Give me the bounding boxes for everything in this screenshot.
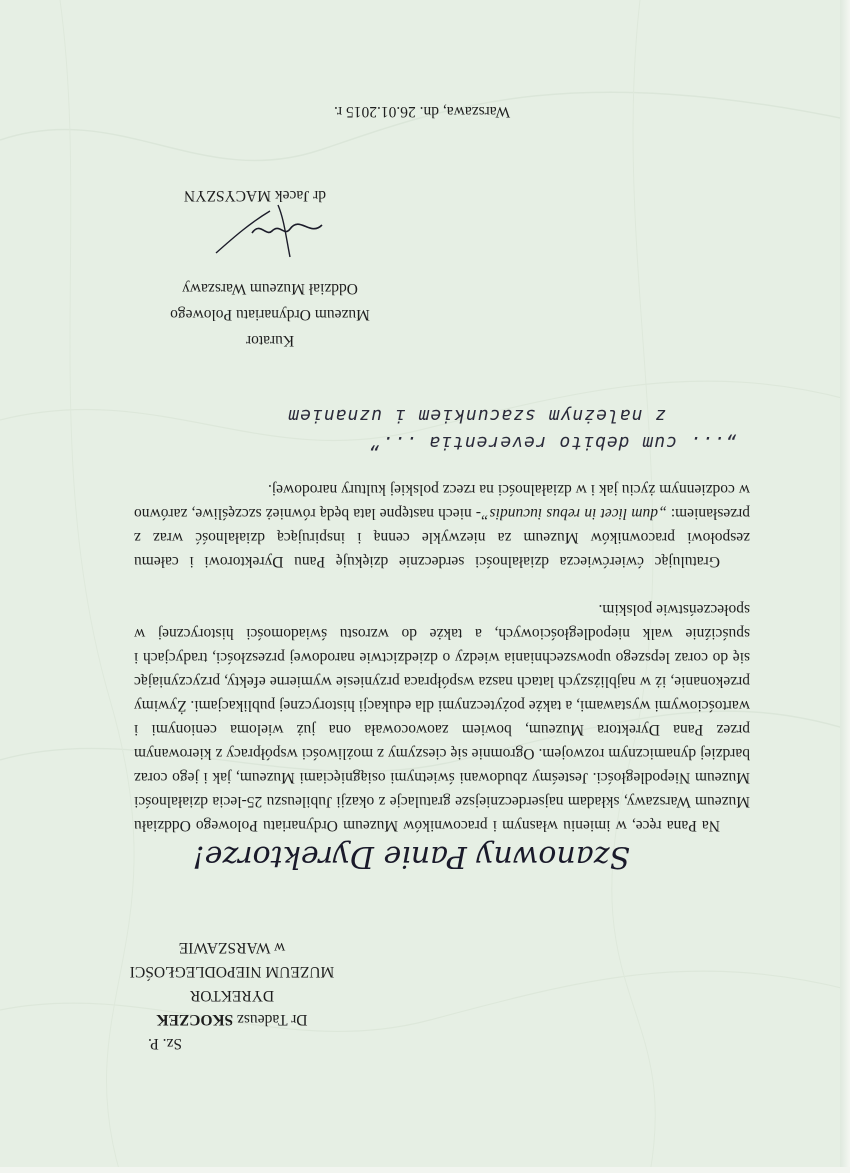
letter-body xyxy=(134,477,750,837)
sender-org-line-2: Oddział Muzeum Warszawy xyxy=(182,280,358,297)
addressee-city: w WARSZAWIE xyxy=(178,939,286,956)
signature-image xyxy=(210,197,330,267)
handwritten-salutation xyxy=(120,837,640,877)
addressee-block xyxy=(102,935,362,1055)
handwritten-note-line-2: z należnym szacunkiem i uznaniem xyxy=(287,405,666,426)
body-paragraph-2-end: - niech następne lata będą również szczęśliwe, zarówno w codziennym życiu jak i w działalności na rzecz polskiej kultury narodowej. xyxy=(133,481,750,522)
addressee-name xyxy=(102,1007,362,1031)
date-line: Warszawa, dn. 26.01.2015 r. xyxy=(333,103,511,120)
body-paragraph-1: Na Pana ręce, w imieniu własnym i pracowników Muzeum Ordynariatu Polowego Oddziału Muzeum Warszawy, składam najserdeczniejsze gratulacje z okazji Jubileuszu 25-lecia działalności Muzeum Niepodległości. Jesteśmy zbudowani świetnymi osiągnięciami Muzeum, jak i jego coraz bardziej dynamicznym rozwojem. Ogromnie się cieszymy z możliwości współpracy z kierowanym przez Pana Dyrektora Muzeum, bowiem zaowocowała ona już wieloma cenionymi i wartościowymi wystawami, a także pożytecznymi dla edukacji historycznej publikacjami. Żywimy przekonanie, iż w najbliższych latach nasza współpraca przyniesie wymierne efekty, przyczyniając się do coraz lepszego upowszechniania wiedzy o dziedzictwie narodowej przeszłości, tradycjach i spuściźnie walk niepodległościowych, a także do wzrostu świadomości historycznej w społeczeństwie polskim. xyxy=(134,601,750,834)
sender-title: Kurator xyxy=(245,332,295,349)
addressee-prefix: Sz. P. xyxy=(147,1035,182,1052)
addressee-name-title: Dr Tadeusz xyxy=(237,1011,308,1028)
handwritten-note-line-1: „... cum debito reverentia ...” xyxy=(369,432,736,453)
salutation-text: Szanowny Panie Dyrektorze! xyxy=(192,839,630,874)
latin-quote: „dum licet in rebus iucundis” xyxy=(481,505,667,522)
sender-name: dr Jacek MACYSZYN xyxy=(183,187,327,204)
addressee-institution: MUZEUM NIEPODLEGŁOŚCI xyxy=(129,963,335,980)
addressee-role: DYREKTOR xyxy=(189,987,275,1004)
body-paragraph-2 xyxy=(134,477,750,573)
addressee-surname: SKOCZEK xyxy=(156,1011,234,1028)
scan-edge-bottom xyxy=(0,1167,850,1173)
handwritten-note xyxy=(236,405,756,453)
body-paragraph-2-start: Gratulując ćwierćwiecza działalności serdecznie dziękuję Panu Dyrektorowi i całemu zespołowi pracowników Muzeum za niezwykle cenną i inspirującą działalność wraz z przesłaniem: xyxy=(134,505,750,570)
sender-org-line-1: Muzeum Ordynariatu Polowego xyxy=(170,306,370,323)
sender-block xyxy=(130,275,410,353)
scan-edge-right xyxy=(840,0,850,1173)
